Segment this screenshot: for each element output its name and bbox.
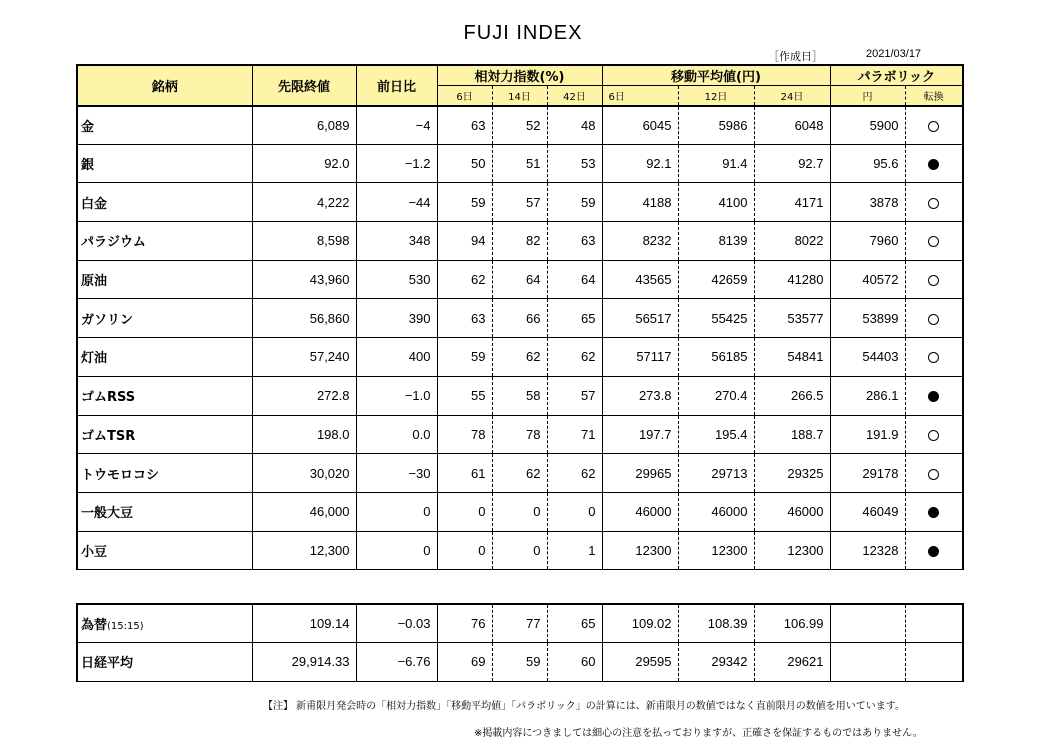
row-rsi-42: 53	[547, 144, 602, 183]
table-row	[77, 338, 963, 377]
row-name-label: ガソリン	[81, 312, 134, 328]
row-ma-12: 29342	[678, 643, 754, 682]
row-parabolic: 54403	[830, 338, 905, 377]
row-name-label: 為替	[81, 618, 108, 633]
table-row	[77, 260, 963, 299]
filled-circle-icon	[928, 546, 939, 557]
row-name	[77, 643, 252, 682]
open-circle-icon	[928, 198, 939, 209]
row-ma-12: 29713	[678, 454, 754, 493]
row-rsi-42: 71	[547, 415, 602, 454]
row-rsi-14: 0	[492, 492, 547, 531]
filled-circle-icon	[928, 391, 939, 402]
row-name	[77, 144, 252, 183]
row-rsi-6: 78	[437, 415, 492, 454]
row-rsi-14: 66	[492, 299, 547, 338]
row-rsi-6: 55	[437, 376, 492, 415]
row-rsi-6: 69	[437, 643, 492, 682]
row-change: −1.2	[356, 144, 437, 183]
row-rsi-6: 94	[437, 222, 492, 261]
open-circle-icon	[928, 469, 939, 480]
row-ma-24: 29621	[754, 643, 830, 682]
row-rsi-42: 0	[547, 492, 602, 531]
market-table	[76, 603, 964, 682]
row-parabolic: 12328	[830, 531, 905, 570]
row-switch	[905, 338, 963, 377]
row-parabolic: 95.6	[830, 144, 905, 183]
row-ma-12: 46000	[678, 492, 754, 531]
row-name	[77, 376, 252, 415]
row-close: 8,598	[252, 222, 356, 261]
row-close: 109.14	[252, 604, 356, 643]
row-name-label: 一般大豆	[81, 506, 134, 522]
created-label: ［作成日］	[768, 50, 823, 63]
table-row	[77, 222, 963, 261]
row-rsi-42: 57	[547, 376, 602, 415]
filled-circle-icon	[928, 507, 939, 518]
row-rsi-14: 51	[492, 144, 547, 183]
row-rsi-14: 59	[492, 643, 547, 682]
row-ma-6: 46000	[602, 492, 678, 531]
header-para-switch: 転換	[905, 86, 963, 106]
row-parabolic: 3878	[830, 183, 905, 222]
row-ma-24: 266.5	[754, 376, 830, 415]
row-close: 57,240	[252, 338, 356, 377]
row-parabolic: 29178	[830, 454, 905, 493]
row-ma-6: 12300	[602, 531, 678, 570]
row-change: 400	[356, 338, 437, 377]
row-rsi-42: 65	[547, 299, 602, 338]
table-row	[77, 376, 963, 415]
row-parabolic: 5900	[830, 106, 905, 145]
row-switch	[905, 492, 963, 531]
row-change: −0.03	[356, 604, 437, 643]
row-name-label: トウモロコシ	[81, 467, 160, 483]
row-ma-12: 56185	[678, 338, 754, 377]
row-close: 30,020	[252, 454, 356, 493]
row-ma-6: 6045	[602, 106, 678, 145]
row-close: 92.0	[252, 144, 356, 183]
row-rsi-14: 82	[492, 222, 547, 261]
row-rsi-14: 58	[492, 376, 547, 415]
row-parabolic: 40572	[830, 260, 905, 299]
row-switch	[905, 376, 963, 415]
row-name	[77, 338, 252, 377]
row-ma-24: 4171	[754, 183, 830, 222]
open-circle-icon	[928, 236, 939, 247]
header-name: 銘柄	[77, 65, 252, 106]
row-change: −30	[356, 454, 437, 493]
row-rsi-6: 50	[437, 144, 492, 183]
header-close: 先限終値	[252, 65, 356, 106]
row-ma-6: 197.7	[602, 415, 678, 454]
row-ma-6: 92.1	[602, 144, 678, 183]
row-name-label: 金	[81, 119, 95, 135]
header-ma-6: 6日	[602, 86, 678, 106]
row-rsi-6: 62	[437, 260, 492, 299]
header-ma-12: 12日	[678, 86, 754, 106]
row-change: −44	[356, 183, 437, 222]
row-ma-6: 8232	[602, 222, 678, 261]
header-ma: 移動平均値(円)	[602, 65, 830, 86]
row-rsi-14: 64	[492, 260, 547, 299]
row-ma-12: 12300	[678, 531, 754, 570]
row-parabolic: 191.9	[830, 415, 905, 454]
row-name-label: 白金	[81, 196, 108, 212]
created-date: 2021/03/17	[866, 48, 922, 60]
row-name-label: ゴムTSR	[81, 428, 136, 444]
row-ma-12: 270.4	[678, 376, 754, 415]
row-ma-6: 109.02	[602, 604, 678, 643]
row-rsi-42: 63	[547, 222, 602, 261]
row-name	[77, 260, 252, 299]
row-rsi-42: 1	[547, 531, 602, 570]
row-name	[77, 492, 252, 531]
row-close: 6,089	[252, 106, 356, 145]
row-close: 272.8	[252, 376, 356, 415]
table-row	[77, 454, 963, 493]
row-rsi-6: 63	[437, 106, 492, 145]
row-ma-24: 46000	[754, 492, 830, 531]
row-switch	[905, 643, 963, 682]
row-switch	[905, 531, 963, 570]
row-ma-24: 54841	[754, 338, 830, 377]
row-ma-24: 12300	[754, 531, 830, 570]
row-ma-24: 188.7	[754, 415, 830, 454]
row-switch	[905, 454, 963, 493]
row-name-label: 原油	[81, 274, 108, 290]
open-circle-icon	[928, 314, 939, 325]
row-switch	[905, 299, 963, 338]
filled-circle-icon	[928, 159, 939, 170]
header-rsi-14: 14日	[492, 86, 547, 106]
row-ma-12: 108.39	[678, 604, 754, 643]
row-parabolic: 46049	[830, 492, 905, 531]
row-rsi-42: 65	[547, 604, 602, 643]
row-parabolic	[830, 643, 905, 682]
row-rsi-14: 57	[492, 183, 547, 222]
row-name-label: 日経平均	[81, 656, 134, 672]
header-ma-24: 24日	[754, 86, 830, 106]
row-rsi-14: 52	[492, 106, 547, 145]
row-close: 56,860	[252, 299, 356, 338]
row-close: 43,960	[252, 260, 356, 299]
row-rsi-14: 62	[492, 454, 547, 493]
row-rsi-6: 76	[437, 604, 492, 643]
header-rsi: 相対力指数(%)	[437, 65, 602, 86]
row-parabolic: 53899	[830, 299, 905, 338]
row-rsi-6: 59	[437, 183, 492, 222]
row-ma-12: 8139	[678, 222, 754, 261]
row-name-label: 銀	[81, 158, 95, 174]
row-rsi-14: 62	[492, 338, 547, 377]
row-change: 0	[356, 492, 437, 531]
row-name	[77, 106, 252, 145]
header-rsi-6: 6日	[437, 86, 492, 106]
table-row	[77, 643, 963, 682]
header-para-yen: 円	[830, 86, 905, 106]
row-rsi-42: 59	[547, 183, 602, 222]
row-rsi-42: 48	[547, 106, 602, 145]
table-row	[77, 531, 963, 570]
row-ma-6: 273.8	[602, 376, 678, 415]
row-switch	[905, 260, 963, 299]
row-ma-6: 56517	[602, 299, 678, 338]
row-name-label: パラジウム	[81, 235, 146, 251]
row-ma-24: 8022	[754, 222, 830, 261]
row-switch	[905, 604, 963, 643]
row-ma-6: 57117	[602, 338, 678, 377]
row-switch	[905, 106, 963, 145]
row-change: −1.0	[356, 376, 437, 415]
row-parabolic: 286.1	[830, 376, 905, 415]
page-title: FUJI INDEX	[463, 22, 583, 44]
row-name	[77, 604, 252, 643]
row-parabolic: 7960	[830, 222, 905, 261]
row-ma-6: 43565	[602, 260, 678, 299]
row-change: 390	[356, 299, 437, 338]
table-row	[77, 106, 963, 145]
row-rsi-6: 0	[437, 492, 492, 531]
row-ma-24: 92.7	[754, 144, 830, 183]
row-name	[77, 531, 252, 570]
header-parabolic: パラボリック	[830, 65, 963, 86]
table-row	[77, 299, 963, 338]
row-switch	[905, 183, 963, 222]
row-rsi-42: 64	[547, 260, 602, 299]
row-rsi-6: 63	[437, 299, 492, 338]
table-row	[77, 144, 963, 183]
table-row	[77, 492, 963, 531]
table-row	[77, 604, 963, 643]
row-ma-24: 29325	[754, 454, 830, 493]
table-row	[77, 415, 963, 454]
row-ma-12: 5986	[678, 106, 754, 145]
open-circle-icon	[928, 352, 939, 363]
row-name-label: ゴムRSS	[81, 390, 136, 406]
header-change: 前日比	[356, 65, 437, 106]
row-name	[77, 183, 252, 222]
row-close: 12,300	[252, 531, 356, 570]
row-ma-24: 6048	[754, 106, 830, 145]
row-rsi-42: 62	[547, 338, 602, 377]
row-rsi-6: 0	[437, 531, 492, 570]
row-name	[77, 415, 252, 454]
row-ma-12: 91.4	[678, 144, 754, 183]
row-ma-24: 106.99	[754, 604, 830, 643]
row-name-label: 小豆	[81, 544, 108, 560]
row-change: 530	[356, 260, 437, 299]
row-name	[77, 222, 252, 261]
row-close: 4,222	[252, 183, 356, 222]
row-rsi-6: 61	[437, 454, 492, 493]
row-ma-6: 29595	[602, 643, 678, 682]
row-ma-12: 4100	[678, 183, 754, 222]
open-circle-icon	[928, 275, 939, 286]
row-rsi-14: 0	[492, 531, 547, 570]
row-ma-12: 55425	[678, 299, 754, 338]
note-calculation: 【注】 新甫限月発会時の「相対力指数」「移動平均値」「パラボリック」の計算には、新甫限月の数値ではなく直前限月の数値を用いています。	[263, 701, 905, 712]
row-close: 198.0	[252, 415, 356, 454]
row-name	[77, 454, 252, 493]
row-switch	[905, 144, 963, 183]
open-circle-icon	[928, 121, 939, 132]
row-name-sub: (15:15)	[107, 621, 144, 632]
open-circle-icon	[928, 430, 939, 441]
row-rsi-14: 77	[492, 604, 547, 643]
row-change: −4	[356, 106, 437, 145]
index-table	[76, 64, 964, 570]
row-change: 0.0	[356, 415, 437, 454]
row-change: 0	[356, 531, 437, 570]
row-ma-24: 53577	[754, 299, 830, 338]
note-disclaimer: ※掲載内容につきましては細心の注意を払っておりますが、正確さを保証するものではありません。	[474, 728, 923, 739]
row-name-label: 灯油	[81, 351, 108, 367]
row-parabolic	[830, 604, 905, 643]
row-ma-12: 195.4	[678, 415, 754, 454]
row-rsi-42: 62	[547, 454, 602, 493]
row-close: 29,914.33	[252, 643, 356, 682]
row-ma-12: 42659	[678, 260, 754, 299]
row-name	[77, 299, 252, 338]
row-rsi-14: 78	[492, 415, 547, 454]
row-ma-6: 4188	[602, 183, 678, 222]
row-change: 348	[356, 222, 437, 261]
row-switch	[905, 415, 963, 454]
row-change: −6.76	[356, 643, 437, 682]
row-switch	[905, 222, 963, 261]
row-ma-24: 41280	[754, 260, 830, 299]
row-rsi-6: 59	[437, 338, 492, 377]
table-row	[77, 183, 963, 222]
row-ma-6: 29965	[602, 454, 678, 493]
header-rsi-42: 42日	[547, 86, 602, 106]
row-close: 46,000	[252, 492, 356, 531]
row-rsi-42: 60	[547, 643, 602, 682]
